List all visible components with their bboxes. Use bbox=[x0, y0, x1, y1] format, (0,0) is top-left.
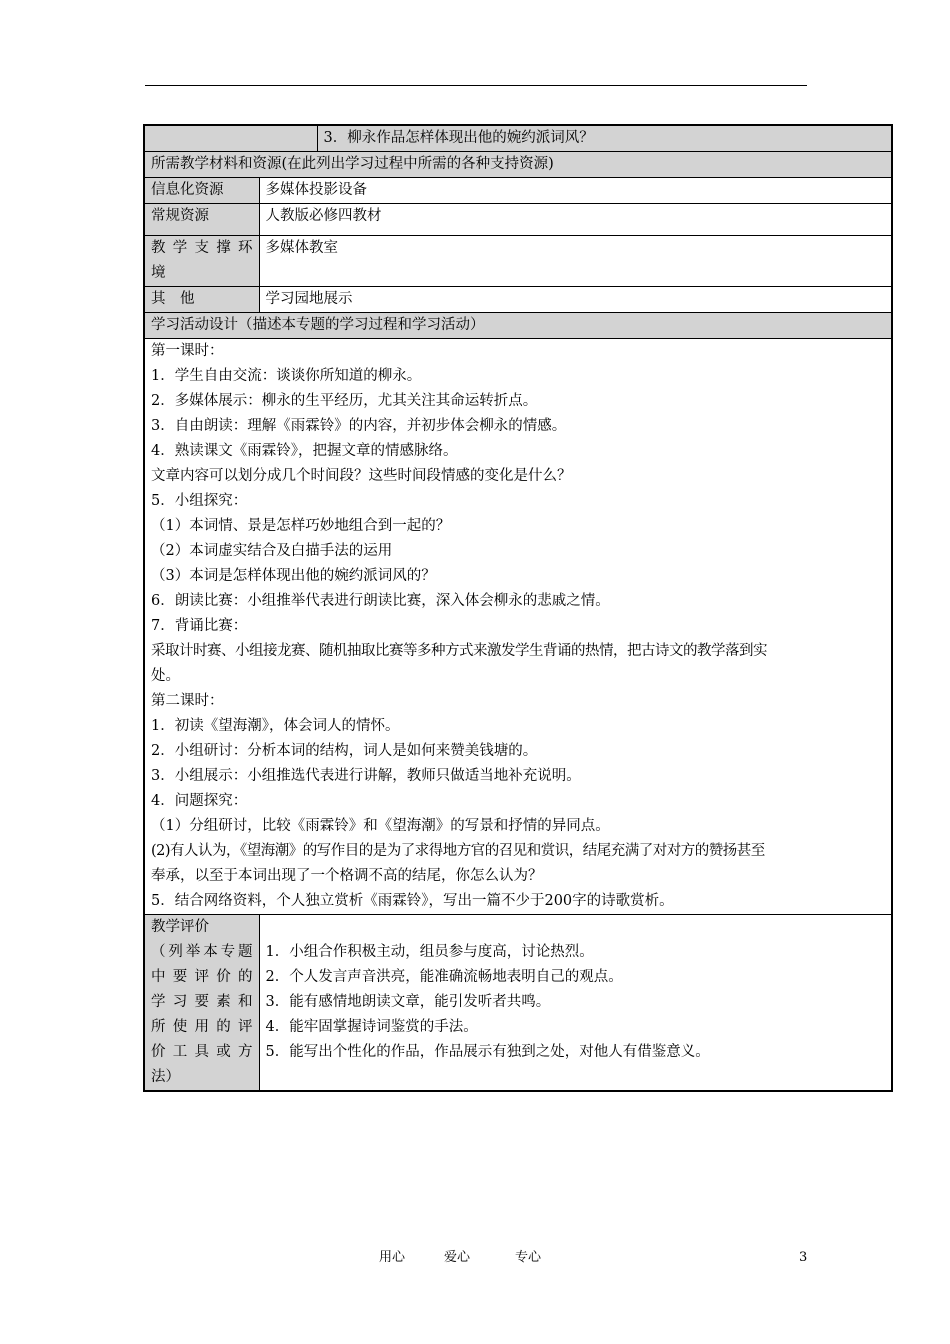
resource-label-environment bbox=[144, 236, 259, 287]
environment-label-line-2: 境 bbox=[151, 265, 166, 281]
evaluation-label-line: 价工具或方 bbox=[151, 1044, 253, 1060]
page-number: 3 bbox=[799, 1250, 808, 1265]
topic-row-label-cell bbox=[144, 125, 317, 152]
activity-line: 6．朗读比赛：小组推举代表进行朗读比赛，深入体会柳永的悲戚之情。 bbox=[151, 593, 610, 609]
activity-line: 7．背诵比赛： bbox=[151, 618, 248, 634]
activity-line: 第二课时： bbox=[151, 693, 224, 709]
activity-line: 奉承，以至于本词出现了一个格调不高的结尾，你怎么认为？ bbox=[151, 868, 543, 884]
activity-line: 2．多媒体展示：柳永的生平经历，尤其关注其命运转折点。 bbox=[151, 393, 538, 409]
evaluation-row bbox=[144, 915, 892, 1092]
evaluation-items bbox=[259, 915, 892, 1092]
resource-value-regular: 人教版必修四教材 bbox=[259, 204, 892, 236]
evaluation-label-line: 所使用的评 bbox=[151, 1019, 253, 1035]
resource-row-regular bbox=[144, 204, 892, 236]
activity-line: 处。 bbox=[151, 668, 180, 684]
resources-header: 所需教学材料和资源(在此列出学习过程中所需的各种支持资源) bbox=[144, 152, 892, 178]
activity-line: 4．熟读课文《雨霖铃》，把握文章的情感脉络。 bbox=[151, 443, 458, 459]
environment-label-line-1: 教 学 支 撑 环 bbox=[151, 240, 253, 256]
activity-line: (2)有人认为，《望海潮》的写作目的是为了求得地方官的召见和赏识，结尾充满了对对方的赞扬甚至 bbox=[151, 843, 765, 859]
activity-line: （1）本词情、景是怎样巧妙地组合到一起的？ bbox=[151, 518, 451, 534]
resource-row-it bbox=[144, 178, 892, 204]
topic-row bbox=[144, 125, 892, 152]
evaluation-label-line: 学习要素和 bbox=[151, 994, 253, 1010]
evaluation-item: 1．小组合作积极主动，组员参与度高，讨论热烈。 bbox=[265, 944, 594, 960]
activities-body-row bbox=[144, 339, 892, 915]
resource-label-other: 其 他 bbox=[144, 287, 259, 313]
activity-line: （1）分组研讨，比较《雨霖铃》和《望海潮》的写景和抒情的异同点。 bbox=[151, 818, 610, 834]
footer-motto-2: 爱心 bbox=[444, 1250, 471, 1265]
resource-value-it: 多媒体投影设备 bbox=[259, 178, 892, 204]
activities-header: 学习活动设计（描述本专题的学习过程和学习活动） bbox=[144, 313, 892, 339]
header-rule bbox=[145, 85, 807, 86]
activity-line: 5．小组探究： bbox=[151, 493, 248, 509]
resource-value-environment: 多媒体教室 bbox=[259, 236, 892, 287]
activity-line: 3．小组展示：小组推选代表进行讲解，教师只做适当地补充说明。 bbox=[151, 768, 581, 784]
resources-header-row bbox=[144, 152, 892, 178]
activity-line: 第一课时： bbox=[151, 343, 224, 359]
resource-value-other: 学习园地展示 bbox=[259, 287, 892, 313]
topic-row-text: 3．柳永作品怎样体现出他的婉约派词风？ bbox=[317, 125, 892, 152]
activity-line: （2）本词虚实结合及白描手法的运用 bbox=[151, 543, 393, 559]
evaluation-label bbox=[144, 915, 259, 1092]
activity-line: 5．结合网络资料，个人独立赏析《雨霖铃》，写出一篇不少于200字的诗歌赏析。 bbox=[151, 893, 674, 909]
evaluation-item: 4．能牢固掌握诗词鉴赏的手法。 bbox=[265, 1019, 478, 1035]
evaluation-label-line: （列举本专题 bbox=[151, 944, 253, 960]
activities-header-row bbox=[144, 313, 892, 339]
resource-row-other bbox=[144, 287, 892, 313]
resource-row-environment bbox=[144, 236, 892, 287]
evaluation-label-line: 法） bbox=[151, 1069, 180, 1085]
resource-label-regular: 常规资源 bbox=[144, 204, 259, 236]
activity-line: （3）本词是怎样体现出他的婉约派词风的？ bbox=[151, 568, 436, 584]
activity-line: 2．小组研讨：分析本词的结构，词人是如何来赞美钱塘的。 bbox=[151, 743, 538, 759]
activity-line: 3．自由朗读：理解《雨霖铃》的内容，并初步体会柳永的情感。 bbox=[151, 418, 567, 434]
evaluation-label-line: 教学评价 bbox=[151, 919, 209, 935]
activity-line: 文章内容可以划分成几个时间段？这些时间段情感的变化是什么？ bbox=[151, 468, 572, 484]
footer-motto-1: 用心 bbox=[379, 1250, 406, 1265]
evaluation-item: 3．能有感情地朗读文章，能引发听者共鸣。 bbox=[265, 994, 551, 1010]
activity-line: 1．学生自由交流：谈谈你所知道的柳永。 bbox=[151, 368, 422, 384]
evaluation-item: 5．能写出个性化的作品，作品展示有独到之处，对他人有借鉴意义。 bbox=[265, 1044, 710, 1060]
evaluation-label-line: 中要评价的 bbox=[151, 969, 253, 985]
activities-body bbox=[144, 339, 892, 915]
evaluation-item: 2．个人发言声音洪亮，能准确流畅地表明自己的观点。 bbox=[265, 969, 623, 985]
resource-label-it: 信息化资源 bbox=[144, 178, 259, 204]
activity-line: 1．初读《望海潮》，体会词人的情怀。 bbox=[151, 718, 400, 734]
activity-line: 采取计时赛、小组接龙赛、随机抽取比赛等多种方式来激发学生背诵的热情，把古诗文的教学落到实 bbox=[151, 643, 767, 659]
footer-motto-3: 专心 bbox=[515, 1250, 542, 1265]
activity-line: 4．问题探究： bbox=[151, 793, 248, 809]
lesson-plan-table bbox=[143, 124, 893, 1092]
